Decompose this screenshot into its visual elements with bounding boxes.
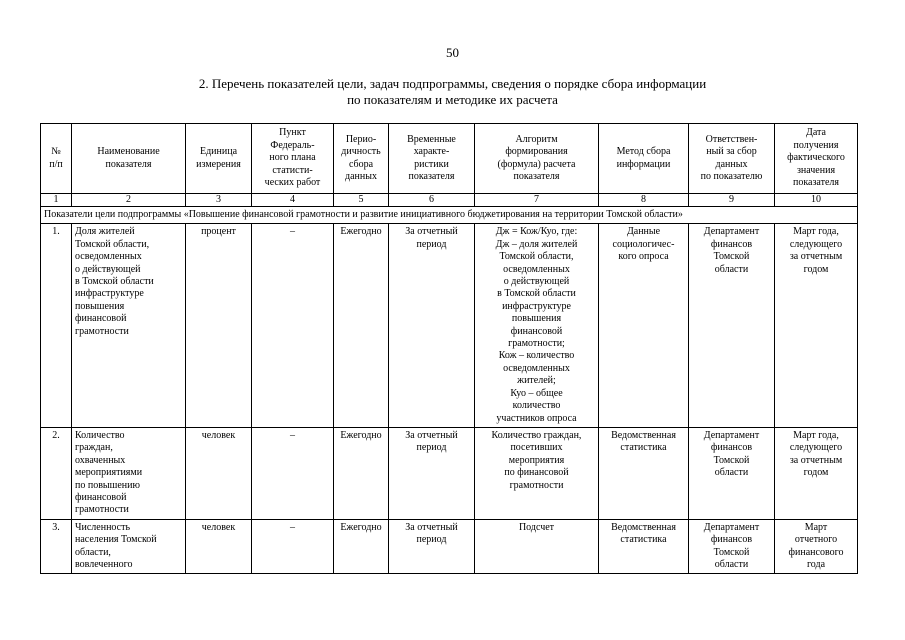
indicator-name-line: Томской области, bbox=[75, 238, 150, 250]
algorithm bbox=[475, 427, 599, 519]
unit: человек bbox=[186, 427, 252, 519]
responsible-line: финансов bbox=[710, 442, 753, 454]
header-line: формирования bbox=[505, 146, 568, 158]
row-number: 2. bbox=[41, 427, 72, 519]
actual-value-date-line: года bbox=[806, 558, 826, 570]
actual-value-date-line: Март года, bbox=[793, 226, 839, 238]
header-col-period bbox=[334, 124, 389, 194]
header-line: показателя bbox=[792, 177, 840, 189]
header-row bbox=[41, 124, 858, 194]
indicator-name-line: Численность bbox=[75, 521, 131, 533]
indicator-name-line: мероприятиями bbox=[75, 467, 143, 479]
header-line: информации bbox=[616, 158, 671, 170]
indicator-name-line: грамотности bbox=[75, 504, 129, 516]
header-col-time bbox=[389, 124, 475, 194]
algorithm-line: жителей; bbox=[517, 375, 556, 387]
indicator-name bbox=[72, 519, 186, 574]
header-col-fpsr bbox=[252, 124, 334, 194]
algorithm bbox=[475, 224, 599, 428]
indicator-name-line: финансовой bbox=[75, 313, 127, 325]
header-line: характе- bbox=[413, 146, 450, 158]
column-number-row bbox=[41, 194, 858, 207]
unit: человек bbox=[186, 519, 252, 574]
fpsr-item: – bbox=[252, 427, 334, 519]
responsible-line: Департамент bbox=[703, 226, 760, 238]
column-number: 1 bbox=[41, 194, 72, 207]
header-line: показателя bbox=[513, 170, 560, 182]
algorithm-line: участников опроса bbox=[496, 412, 577, 424]
actual-value-date-line: Март года, bbox=[793, 429, 839, 441]
indicator-name-line: осведомленных bbox=[75, 251, 142, 263]
header-line: ного плана bbox=[269, 152, 316, 164]
indicators-table bbox=[40, 123, 858, 574]
time-characteristic bbox=[389, 224, 475, 428]
time-characteristic bbox=[389, 519, 475, 574]
indicator-name-line: области, bbox=[75, 546, 111, 558]
algorithm-line: Дж – доля жителей bbox=[495, 238, 578, 250]
title-line-1: 2. Перечень показателей цели, задач подпрограммы, сведения о порядке сбора информации bbox=[198, 76, 707, 91]
column-number: 2 bbox=[72, 194, 186, 207]
header-line: измерения bbox=[196, 158, 241, 170]
column-number: 7 bbox=[475, 194, 599, 207]
header-line: показателя bbox=[408, 170, 455, 182]
column-number: 5 bbox=[334, 194, 389, 207]
periodicity: Ежегодно bbox=[334, 427, 389, 519]
periodicity: Ежегодно bbox=[334, 224, 389, 428]
actual-value-date-line: годом bbox=[803, 467, 829, 479]
header-line: Метод сбора bbox=[616, 146, 671, 158]
header-line: Временные bbox=[407, 133, 456, 145]
algorithm-line: Дж = Кож/Куо, где: bbox=[495, 226, 578, 238]
responsible-line: Томской bbox=[713, 546, 750, 558]
algorithm-line: мероприятия bbox=[508, 454, 565, 466]
actual-value-date bbox=[775, 427, 858, 519]
header-line: получения bbox=[793, 139, 839, 151]
algorithm-line: о действующей bbox=[503, 276, 570, 288]
algorithm-line: повышения bbox=[511, 313, 562, 325]
actual-value-date-line: отчетного bbox=[794, 534, 838, 546]
responsible-line: Томской bbox=[713, 251, 750, 263]
header-col-number bbox=[41, 124, 72, 194]
column-number: 6 bbox=[389, 194, 475, 207]
indicator-name-line: вовлеченного bbox=[75, 558, 133, 570]
header-line: Перио- bbox=[345, 133, 377, 145]
responsible-line: области bbox=[714, 467, 749, 479]
column-number: 8 bbox=[599, 194, 689, 207]
column-number: 10 bbox=[775, 194, 858, 207]
indicator-name-line: в Томской области bbox=[75, 276, 154, 288]
actual-value-date-line: за отчетным bbox=[789, 251, 843, 263]
section-row bbox=[41, 207, 858, 224]
algorithm-line: количество bbox=[512, 400, 561, 412]
header-line: (формула) расчета bbox=[497, 158, 576, 170]
header-col-date bbox=[775, 124, 858, 194]
responsible-line: финансов bbox=[710, 534, 753, 546]
indicator-name-line: Количество bbox=[75, 429, 125, 441]
header-line: ристики bbox=[414, 158, 449, 170]
indicator-name-line: о действующей bbox=[75, 263, 141, 275]
algorithm-line: Томской области, bbox=[499, 251, 574, 263]
time-characteristic-line: За отчетный bbox=[405, 429, 458, 441]
page-number: 50 bbox=[446, 45, 459, 60]
responsible-line: Томской bbox=[713, 454, 750, 466]
header-line: Дата bbox=[806, 127, 826, 139]
header-line: Единица bbox=[199, 146, 238, 158]
collection-method bbox=[599, 224, 689, 428]
collection-method-line: Данные bbox=[626, 226, 661, 238]
indicator-name-line: по повышению bbox=[75, 479, 140, 491]
responsible bbox=[689, 519, 775, 574]
header-line: фактического bbox=[787, 152, 845, 164]
responsible bbox=[689, 427, 775, 519]
section-title: Показатели цели подпрограммы «Повышение финансовой грамотности и развитие инициативного бюджетирования на территории Томской области» bbox=[41, 207, 858, 224]
row-number: 3. bbox=[41, 519, 72, 574]
actual-value-date-line: следующего bbox=[789, 238, 843, 250]
responsible-line: финансов bbox=[710, 238, 753, 250]
header-line: данных bbox=[345, 170, 377, 182]
header-line: показателя bbox=[105, 158, 152, 170]
actual-value-date bbox=[775, 224, 858, 428]
responsible-line: Департамент bbox=[703, 429, 760, 441]
header-col-method bbox=[599, 124, 689, 194]
header-line: Федераль- bbox=[270, 139, 315, 151]
header-line: № bbox=[51, 146, 61, 158]
actual-value-date-line: следующего bbox=[789, 442, 843, 454]
algorithm-line: финансовой bbox=[510, 325, 563, 337]
algorithm-line: грамотности bbox=[509, 479, 564, 491]
time-characteristic-line: За отчетный bbox=[405, 521, 458, 533]
indicator-name-line: инфраструктуре bbox=[75, 288, 144, 300]
indicator-name-line: охваченных bbox=[75, 454, 126, 466]
header-line: статисти- bbox=[272, 164, 313, 176]
algorithm-line: Куо – общее bbox=[510, 387, 563, 399]
header-line: п/п bbox=[49, 158, 63, 170]
actual-value-date bbox=[775, 519, 858, 574]
algorithm-line: грамотности; bbox=[508, 338, 565, 350]
header-line: дичность bbox=[341, 146, 381, 158]
header-col-name bbox=[72, 124, 186, 194]
actual-value-date-line: годом bbox=[803, 263, 829, 275]
collection-method-line: Ведомственная bbox=[611, 429, 676, 441]
header-line: сбора bbox=[348, 158, 374, 170]
header-line: ный за сбор bbox=[706, 146, 757, 158]
unit: процент bbox=[186, 224, 252, 428]
collection-method-line: Ведомственная bbox=[611, 521, 676, 533]
header-col-unit bbox=[186, 124, 252, 194]
indicator-name bbox=[72, 224, 186, 428]
algorithm-line: в Томской области bbox=[497, 288, 576, 300]
header-col-algorithm bbox=[475, 124, 599, 194]
title-line-2: по показателям и методике их расчета bbox=[347, 92, 558, 107]
table-row bbox=[41, 427, 858, 519]
header-line: данных bbox=[715, 158, 748, 170]
collection-method-line: кого опроса bbox=[618, 251, 669, 263]
collection-method-line: социологичес- bbox=[612, 238, 675, 250]
header-line: по показателю bbox=[700, 170, 763, 182]
time-characteristic-line: период bbox=[416, 442, 447, 454]
indicator-name-line: финансовой bbox=[75, 491, 127, 503]
indicator-name-line: Доля жителей bbox=[75, 226, 135, 238]
responsible-line: Департамент bbox=[703, 521, 760, 533]
algorithm-line: осведомленных bbox=[503, 263, 570, 275]
header-line: значения bbox=[796, 164, 836, 176]
header-line: Наименование bbox=[97, 146, 160, 158]
collection-method bbox=[599, 427, 689, 519]
algorithm bbox=[475, 519, 599, 574]
header-line: Алгоритм bbox=[515, 133, 558, 145]
indicator-name-line: повышения bbox=[75, 300, 125, 312]
fpsr-item: – bbox=[252, 224, 334, 428]
algorithm-line: Количество граждан, bbox=[491, 429, 582, 441]
header-line: Пункт bbox=[279, 127, 306, 139]
algorithm-line: Подсчет bbox=[518, 521, 555, 533]
header-col-responsible bbox=[689, 124, 775, 194]
table-row bbox=[41, 519, 858, 574]
time-characteristic-line: период bbox=[416, 238, 447, 250]
responsible-line: области bbox=[714, 558, 749, 570]
time-characteristic-line: За отчетный bbox=[405, 226, 458, 238]
algorithm-line: инфраструктуре bbox=[502, 300, 571, 312]
fpsr-item: – bbox=[252, 519, 334, 574]
algorithm-line: посетивших bbox=[510, 442, 563, 454]
collection-method-line: статистика bbox=[620, 534, 667, 546]
indicator-name-line: населения Томской bbox=[75, 534, 157, 546]
header-line: ческих работ bbox=[264, 177, 321, 189]
responsible-line: области bbox=[714, 263, 749, 275]
collection-method-line: статистика bbox=[620, 442, 667, 454]
time-characteristic bbox=[389, 427, 475, 519]
responsible bbox=[689, 224, 775, 428]
column-number: 4 bbox=[252, 194, 334, 207]
indicator-name-line: грамотности bbox=[75, 325, 129, 337]
indicator-name bbox=[72, 427, 186, 519]
column-number: 9 bbox=[689, 194, 775, 207]
actual-value-date-line: Март bbox=[804, 521, 828, 533]
periodicity: Ежегодно bbox=[334, 519, 389, 574]
algorithm-line: осведомленных bbox=[503, 362, 570, 374]
row-number: 1. bbox=[41, 224, 72, 428]
collection-method bbox=[599, 519, 689, 574]
column-number: 3 bbox=[186, 194, 252, 207]
algorithm-line: по финансовой bbox=[504, 467, 569, 479]
table-title bbox=[60, 76, 845, 108]
time-characteristic-line: период bbox=[416, 534, 447, 546]
actual-value-date-line: за отчетным bbox=[789, 454, 843, 466]
indicator-name-line: граждан, bbox=[75, 442, 113, 454]
header-line: Ответствен- bbox=[705, 133, 758, 145]
actual-value-date-line: финансового bbox=[788, 546, 844, 558]
algorithm-line: Кож – количество bbox=[498, 350, 575, 362]
table-row bbox=[41, 224, 858, 428]
